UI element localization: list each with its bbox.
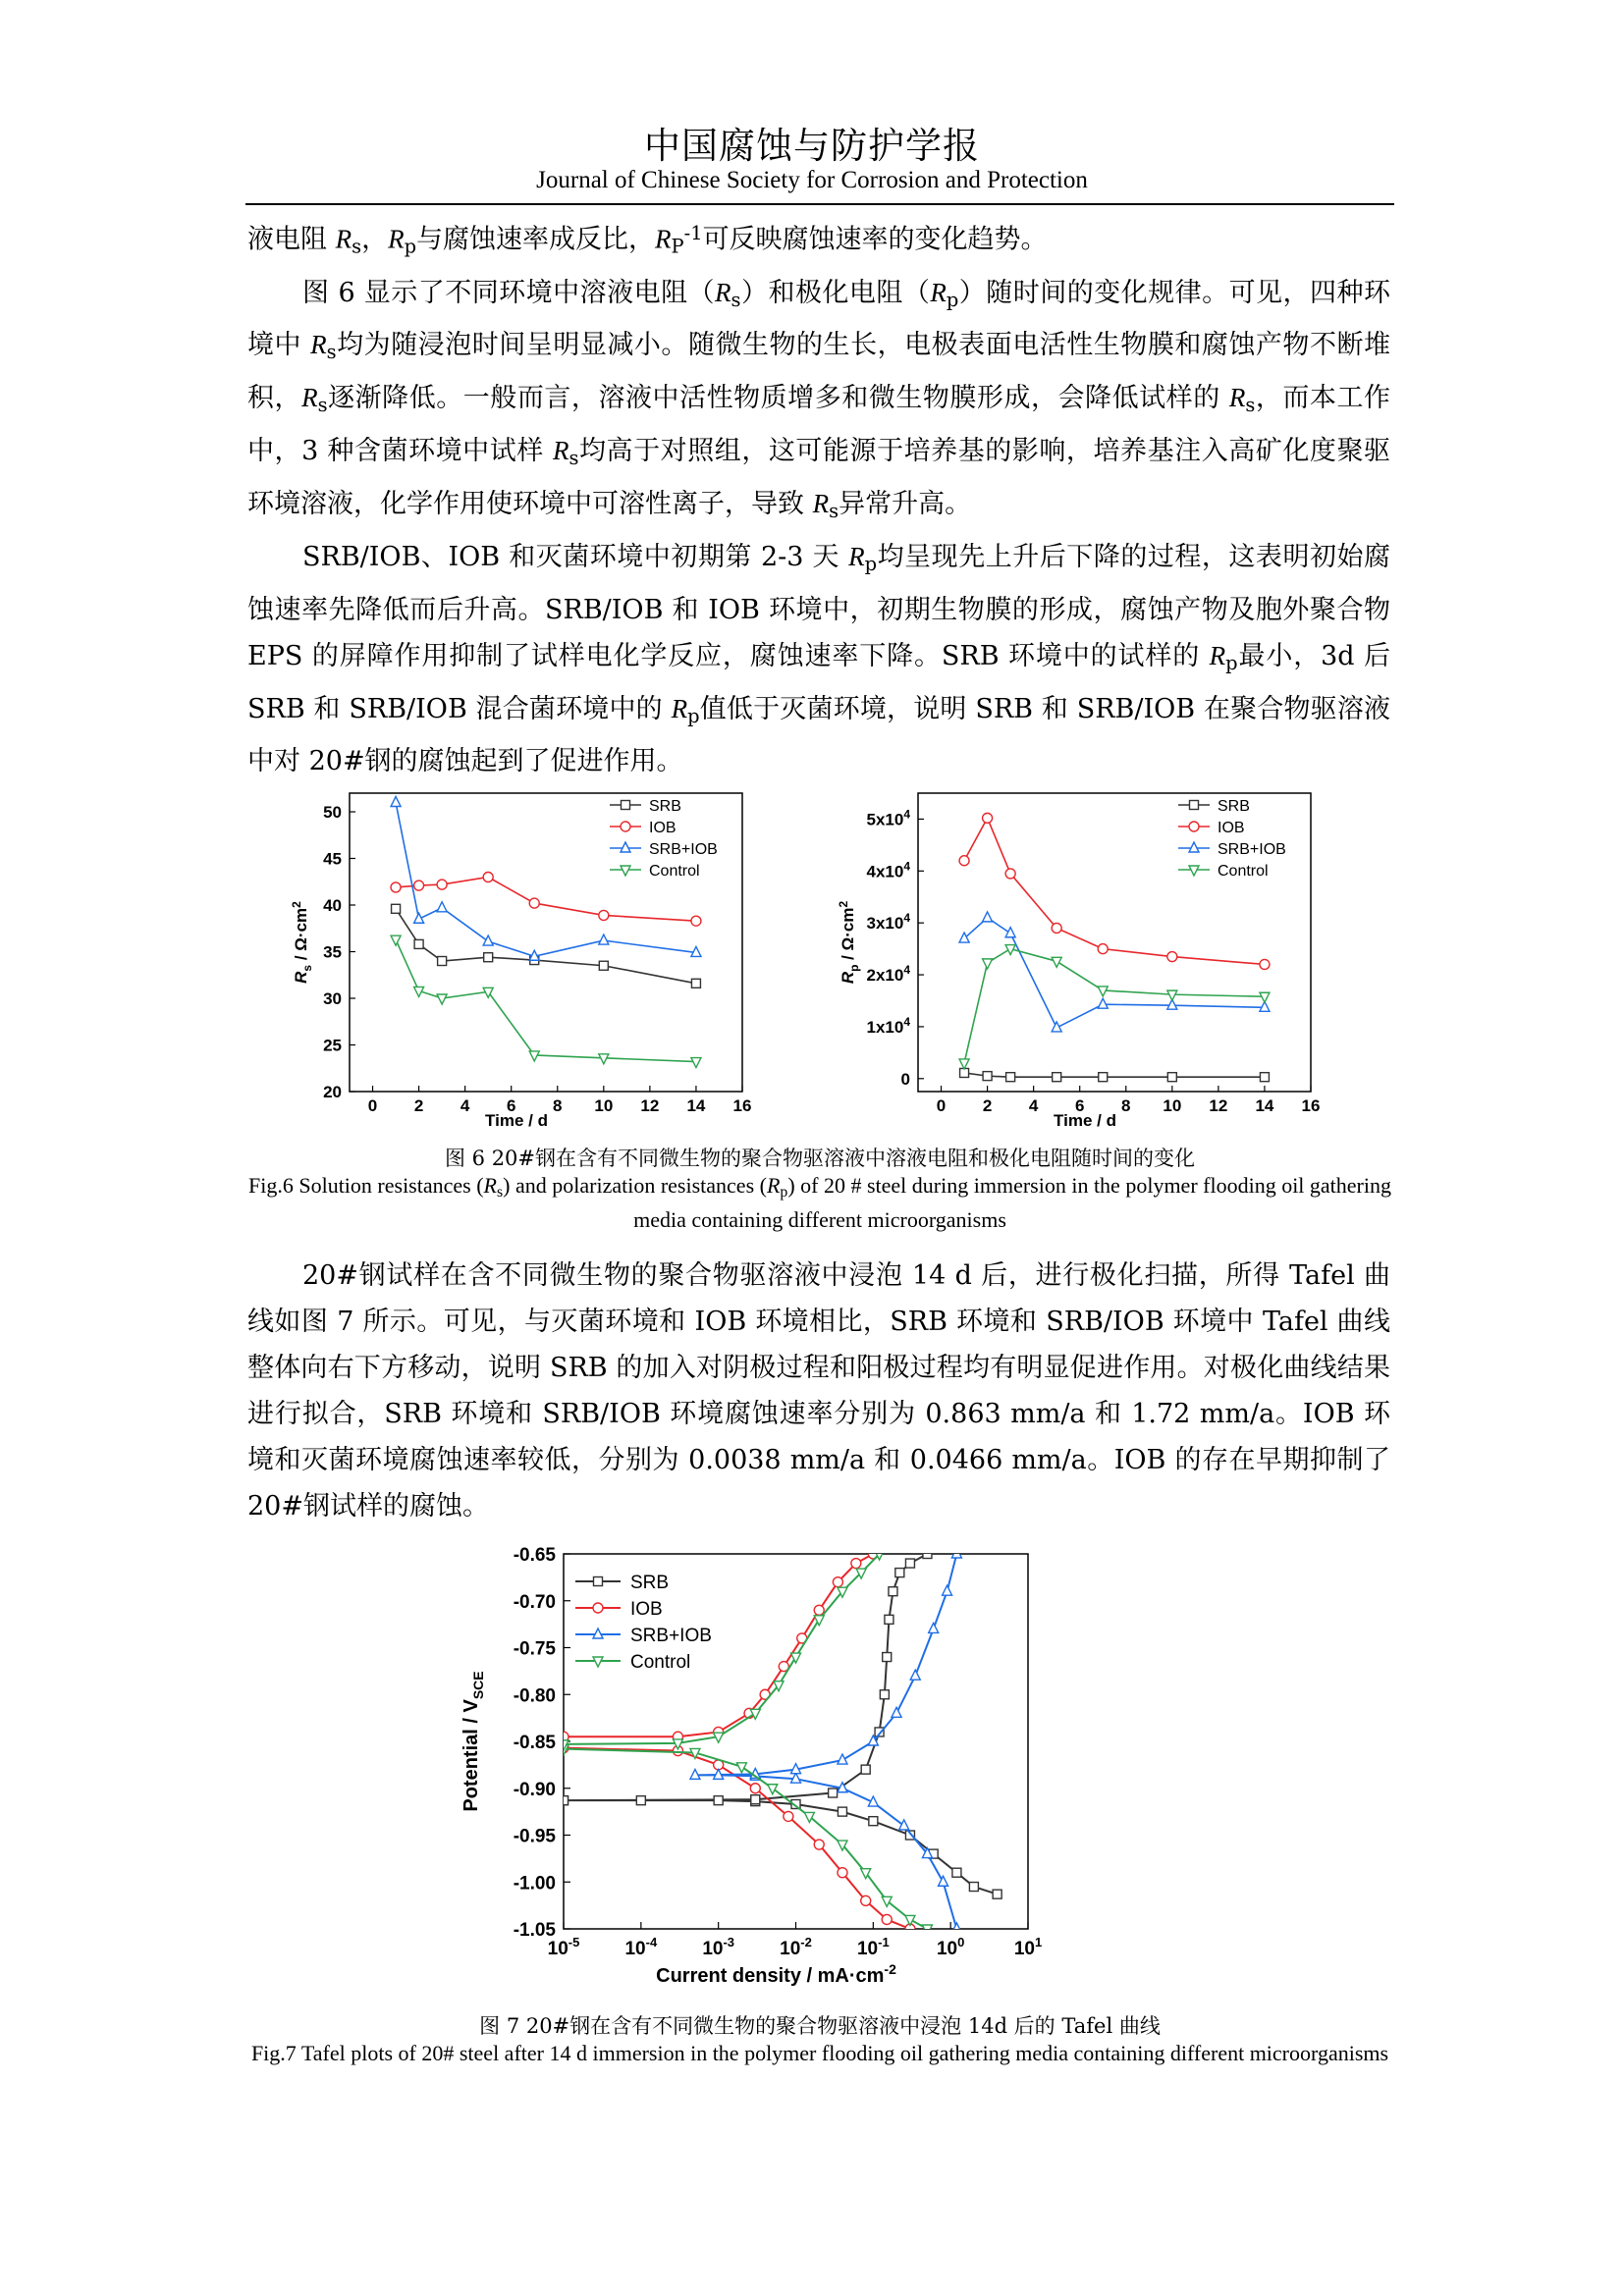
- fig7-data-point: [883, 1653, 892, 1662]
- fig6a-data-point: [484, 953, 493, 962]
- fig6b-x-tick-label: 4: [1028, 1096, 1039, 1115]
- figure-6-caption-en: [245, 1172, 1394, 1234]
- fig7-y-tick-label: -0.80: [513, 1685, 556, 1707]
- fig6a-data-point: [392, 904, 401, 913]
- header-rule: [245, 203, 1394, 205]
- fig7-series-line: [564, 1554, 998, 1895]
- fig7-panel: [460, 1545, 1042, 1987]
- text-run: 均为随浸泡时间呈明显减小。随微生物的生长，电极表面电活性生物膜和腐蚀产物不断堆积，: [247, 330, 1390, 414]
- fig6b-data-point: [959, 933, 969, 942]
- text-run: 图 6 显示了不同环境中溶液电阻（: [302, 277, 716, 308]
- fig6b-y-axis-label: $R_p / \Omega\cdot cm^2$: [837, 900, 861, 985]
- fig6b-data-point: [1260, 1073, 1269, 1082]
- fig6a-data-point: [391, 797, 401, 807]
- fig7-data-point: [929, 1623, 939, 1632]
- symbol-sub: p: [687, 704, 700, 727]
- symbol: R: [310, 330, 327, 360]
- figure-7-caption: [245, 2012, 1394, 2067]
- fig6a-data-point: [529, 1051, 539, 1061]
- fig6b-legend-label: SRB: [1218, 798, 1250, 815]
- fig6b-data-point: [983, 813, 993, 823]
- fig6b-legend-marker: [1189, 866, 1199, 876]
- fig6b-series-srb: [960, 1068, 1270, 1081]
- fig6b-data-point: [1052, 957, 1061, 967]
- text-run: 值低于灭菌环境，说明 SRB 和 SRB/IOB 在聚合物驱溶液中对 20#钢的腐蚀起到了促进作用。: [247, 693, 1390, 777]
- symbol-sub: s: [497, 1183, 504, 1201]
- fig6b-legend-label: Control: [1218, 863, 1269, 880]
- symbol: R: [335, 224, 352, 254]
- fig6a-y-tick-label: 50: [323, 803, 342, 822]
- text-run: 可反映腐蚀速率的变化趋势。: [702, 224, 1048, 255]
- fig6b-y-tick-label: $2x10^4$: [866, 963, 910, 986]
- symbol-sub: s: [731, 288, 741, 311]
- fig7-y-tick-label: -0.75: [513, 1638, 556, 1660]
- symbol: R: [483, 1173, 497, 1198]
- fig7-data-point: [922, 1925, 932, 1935]
- fig7-data-point: [969, 1883, 978, 1892]
- fig6b-series-srb-iob: [959, 912, 1270, 1032]
- fig6a-y-tick-label: 35: [323, 942, 342, 962]
- fig6b-panel: [837, 793, 1320, 1130]
- fig7-y-tick-label: -0.90: [513, 1779, 556, 1800]
- fig6a-legend-label: SRB: [649, 798, 681, 815]
- paragraph-0: [247, 210, 1390, 270]
- fig7-legend-label: SRB+IOB: [630, 1626, 712, 1646]
- symbol-sub: P: [671, 235, 684, 258]
- fig7-data-point: [714, 1796, 723, 1805]
- fig7-legend-marker: [593, 1603, 603, 1613]
- fig6a-legend-marker: [622, 801, 630, 810]
- text-run: 逐渐降低。一般而言，溶液中活性物质增多和微生物膜形成，会降低试样的: [327, 383, 1229, 414]
- fig7-data-point: [923, 1550, 932, 1559]
- figure-7: [452, 1536, 1119, 1998]
- fig7-y-tick-label: -0.95: [513, 1826, 556, 1847]
- fig6b-y-tick-label: $5x10^4$: [866, 807, 910, 829]
- fig6b-legend-marker: [1189, 842, 1199, 852]
- fig6a-data-point: [414, 881, 424, 890]
- fig6a-legend-label: Control: [649, 863, 700, 880]
- fig6b-data-point: [1052, 923, 1061, 933]
- fig6a-y-axis-label: $R_s / \Omega\cdot cm^2$: [290, 901, 314, 984]
- text-run: 与腐蚀速率成反比，: [416, 224, 656, 255]
- fig7-data-point: [882, 1896, 892, 1906]
- fig7-x-tick-label: $10^{-5}$: [547, 1935, 580, 1959]
- fig7-y-tick-label: -0.65: [513, 1545, 556, 1566]
- text-run: Fig.6 Solution resistances (: [248, 1173, 484, 1198]
- fig7-legend-label: Control: [630, 1652, 691, 1673]
- text-run: 液电阻: [247, 224, 336, 255]
- fig7-y-tick-label: -1.00: [513, 1873, 556, 1895]
- fig6a-legend-label: SRB+IOB: [649, 841, 718, 858]
- symbol-sub: s: [1245, 394, 1256, 417]
- fig6a-x-tick-label: 16: [732, 1096, 752, 1115]
- fig6a-series-srb: [392, 904, 701, 988]
- fig7-data-point: [889, 1587, 897, 1596]
- symbol: R: [1228, 383, 1246, 413]
- fig6a-data-point: [391, 935, 401, 945]
- text-run: ）和极化电阻（: [740, 277, 931, 308]
- text-run: ) and polarization resistances (: [503, 1173, 767, 1198]
- fig7-data-point: [943, 1585, 952, 1595]
- fig6b-y-tick-label: $4x10^4$: [866, 859, 910, 881]
- fig6a-x-tick-label: 2: [413, 1096, 424, 1115]
- fig7-data-point: [736, 1763, 746, 1773]
- fig7-x-tick-label: $10^{-1}$: [856, 1935, 890, 1959]
- fig7-data-point: [899, 1820, 909, 1830]
- fig7-x-tick-label: $10^{-3}$: [702, 1935, 735, 1959]
- symbol-sub: s: [317, 394, 328, 417]
- fig6a-data-point: [691, 916, 701, 926]
- symbol-sub: s: [352, 235, 362, 258]
- fig6b-data-point: [1167, 952, 1177, 962]
- fig6b-y-tick-label: 0: [900, 1069, 910, 1089]
- fig7-y-tick-label: -1.05: [513, 1920, 556, 1941]
- symbol: R: [848, 541, 865, 571]
- symbol-sub: s: [326, 341, 337, 364]
- symbol: R: [812, 489, 830, 519]
- symbol-sub: p: [404, 235, 417, 258]
- fig7-data-point: [829, 1789, 838, 1797]
- paragraph-1: [247, 270, 1390, 534]
- symbol: R: [552, 436, 569, 466]
- symbol-sup: -1: [683, 222, 703, 244]
- fig7-data-point: [814, 1605, 824, 1615]
- fig6a-data-point: [437, 880, 447, 889]
- fig7-data-point: [892, 1707, 901, 1717]
- fig6b-legend-marker: [1189, 822, 1199, 831]
- fig6a-data-point: [599, 1054, 609, 1064]
- fig6b-legend-label: IOB: [1218, 820, 1245, 836]
- fig6b-data-point: [1167, 1073, 1176, 1082]
- fig6a-data-point: [437, 902, 447, 912]
- fig6b-data-point: [1167, 990, 1177, 1000]
- fig6b-data-point: [1260, 992, 1270, 1002]
- symbol: R: [715, 277, 731, 307]
- symbol-sub: s: [568, 447, 579, 470]
- fig6a-x-tick-label: 12: [640, 1096, 660, 1115]
- fig6a-data-point: [437, 994, 447, 1004]
- symbol: R: [766, 1173, 781, 1198]
- figure-6-caption: [245, 1145, 1394, 1234]
- fig6a-data-point: [691, 979, 700, 988]
- fig7-y-tick-label: -0.70: [513, 1591, 556, 1613]
- fig6a-panel: [290, 793, 751, 1130]
- fig6a-series-iob: [391, 873, 701, 927]
- symbol: R: [930, 277, 947, 307]
- text-run: ，而本工作中，3 种含菌环境中试样: [247, 383, 1390, 467]
- fig6a-x-tick-label: 0: [367, 1096, 378, 1115]
- fig7-x-tick-label: $10^0$: [936, 1935, 965, 1959]
- fig6a-data-point: [438, 957, 447, 966]
- figure-7-caption-en: Fig.7 Tafel plots of 20# steel after 14 d immersion in the polymer flooding oil gathering media containing different microorganisms: [250, 2041, 1389, 2065]
- figure-6-caption-cn: 图 6 20#钢在含有不同微生物的聚合物驱溶液中溶液电阻和极化电阻随时间的变化: [444, 1147, 1196, 1170]
- fig6b-x-tick-label: 8: [1121, 1096, 1131, 1115]
- fig7-data-point: [895, 1569, 904, 1577]
- fig6a-x-axis-label: Time / d: [485, 1111, 548, 1130]
- text-run: 异常升高。: [839, 489, 972, 520]
- fig6a-y-tick-label: 45: [323, 849, 342, 869]
- text-run: 均呈现先上升后下降的过程，这表明初始腐蚀速率先降低而后升高。SRB/IOB 和 IOB 环境中，初期生物膜的形成，腐蚀产物及胞外聚合物 EPS 的屏障作用抑制了试样电化学反应，腐蚀速率下降。SRB 环境中的试样的: [247, 541, 1390, 671]
- paragraph-2: [247, 534, 1390, 785]
- fig6a-data-point: [529, 898, 539, 908]
- fig7-data-point: [833, 1577, 842, 1587]
- fig7-series-srb-iob: [690, 1548, 961, 1933]
- fig7-data-point: [869, 1817, 878, 1826]
- fig6b-data-point: [959, 1059, 969, 1069]
- fig6a-x-tick-label: 14: [686, 1096, 706, 1115]
- body-text-bottom: [247, 1253, 1390, 1529]
- symbol: R: [671, 693, 688, 723]
- symbol: R: [655, 224, 672, 254]
- fig6a-legend-marker: [621, 866, 630, 876]
- figure-7-caption-cn: 图 7 20#钢在含有不同微生物的聚合物驱溶液中浸泡 14d 后的 Tafel 曲线: [479, 2014, 1161, 2038]
- fig6b-x-axis-label: Time / d: [1054, 1111, 1116, 1130]
- fig6b-legend-marker: [1190, 801, 1199, 810]
- fig6a-y-tick-label: 20: [323, 1083, 342, 1101]
- paragraph-3: 20#钢试样在含不同微生物的聚合物驱溶液中浸泡 14 d 后，进行极化扫描，所得 Tafel 曲线如图 7 所示。可见，与灭菌环境和 IOB 环境相比，SRB 环境和 SRB/IOB 环境中 Tafel 曲线整体向右下方移动，说明 SRB 的加入对阴极过程和阳极过程均有明显促进作用。对极化曲线结果进行拟合，SRB 环境和 SRB/IOB 环境腐蚀速率分别为 0.863 mm/a 和 1.72 mm/a。IOB 环境和灭菌环境腐蚀速率较低，分别为 0.0038 mm/a 和 0.0466 mm/a。IOB 的存在早期抑制了 20#钢试样的腐蚀。: [247, 1260, 1390, 1522]
- fig6b-x-tick-label: 12: [1209, 1096, 1228, 1115]
- journal-title-cn: 中国腐蚀与防护学报: [644, 125, 980, 167]
- fig6a-y-tick-label: 40: [323, 896, 342, 915]
- symbol-sub: s: [829, 499, 839, 522]
- fig7-y-axis-label: Potential / $V_{SCE}$: [460, 1671, 486, 1812]
- text-run: ，: [361, 224, 389, 255]
- symbol-sub: p: [1225, 651, 1238, 674]
- fig6a-legend-marker: [621, 842, 630, 852]
- fig7-data-point: [951, 1923, 961, 1933]
- fig6b-data-point: [1099, 1073, 1108, 1082]
- fig6b-x-tick-label: 0: [936, 1096, 947, 1115]
- fig7-data-point: [838, 1807, 846, 1816]
- fig7-data-point: [560, 1796, 568, 1805]
- symbol-sub: p: [864, 552, 878, 575]
- fig7-data-point: [882, 1914, 892, 1924]
- figure-6: [265, 775, 1375, 1148]
- symbol-sub: p: [946, 288, 959, 311]
- text-run: SRB/IOB、IOB 和灭菌环境中初期第 2-3 天: [302, 541, 849, 572]
- fig7-data-point: [838, 1868, 847, 1878]
- fig6a-legend-marker: [621, 822, 630, 831]
- fig6b-x-tick-label: 10: [1163, 1096, 1182, 1115]
- fig7-data-point: [861, 1896, 871, 1905]
- fig6b-data-point: [983, 959, 993, 969]
- fig7-data-point: [861, 1765, 870, 1774]
- fig6a-data-point: [483, 873, 493, 882]
- fig6b-data-point: [983, 1072, 992, 1081]
- fig7-series-iob: [559, 1549, 915, 1934]
- journal-title-en: Journal of Chinese Society for Corrosion and Protection: [536, 167, 1088, 193]
- fig6a-x-tick-label: 6: [506, 1096, 516, 1115]
- fig7-series-srb: [560, 1550, 1002, 1899]
- fig7-series-line: [564, 1554, 910, 1929]
- fig6a-data-point: [599, 910, 609, 920]
- fig6b-data-point: [1260, 959, 1270, 969]
- fig6b-data-point: [959, 856, 969, 866]
- text-run: ）随时间的变化规律。可见，四种环境中: [247, 277, 1390, 361]
- fig6b-data-point: [983, 912, 993, 922]
- fig6a-y-tick-label: 25: [323, 1036, 342, 1055]
- fig6b-legend-label: SRB+IOB: [1218, 841, 1286, 858]
- fig6a-data-point: [599, 961, 608, 970]
- symbol-sub: p: [780, 1183, 788, 1201]
- fig6a-x-tick-label: 8: [553, 1096, 563, 1115]
- fig7-x-axis-label: Current density / $mA\cdot cm^{-2}$: [656, 1961, 896, 1987]
- fig7-data-point: [750, 1784, 760, 1793]
- fig6a-x-tick-label: 10: [594, 1096, 614, 1115]
- fig6b-data-point: [1006, 1073, 1015, 1082]
- fig7-data-point: [784, 1811, 793, 1821]
- fig7-data-point: [814, 1840, 824, 1849]
- fig6a-series-control: [391, 935, 701, 1067]
- fig6a-x-tick-label: 4: [460, 1096, 470, 1115]
- fig7-legend-label: SRB: [630, 1573, 670, 1593]
- symbol: R: [301, 383, 318, 413]
- symbol: R: [1209, 640, 1226, 670]
- text-run: 最小，3d 后 SRB 和 SRB/IOB 混合菌环境中的: [247, 640, 1390, 724]
- fig7-data-point: [636, 1796, 645, 1805]
- fig6b-x-tick-label: 14: [1255, 1096, 1274, 1115]
- fig7-data-point: [952, 1868, 961, 1877]
- fig7-legend-label: IOB: [630, 1599, 663, 1620]
- symbol: R: [388, 224, 405, 254]
- fig6a-data-point: [483, 935, 493, 945]
- body-text-top: [247, 210, 1390, 784]
- fig7-data-point: [851, 1559, 861, 1569]
- fig7-data-point: [905, 1559, 914, 1568]
- fig7-data-point: [951, 1548, 961, 1558]
- fig6b-y-tick-label: $1x10^4$: [866, 1014, 910, 1037]
- fig6b-data-point: [1098, 944, 1108, 954]
- text-run: 均高于对照组，这可能源于培养基的影响，培养基注入高矿化度聚驱环境溶液，化学作用使环境中可溶性离子，导致: [247, 436, 1391, 520]
- fig6a-data-point: [391, 882, 401, 892]
- fig6b-data-point: [1098, 998, 1108, 1008]
- fig6b-series-line: [964, 818, 1265, 964]
- fig7-legend-marker: [594, 1577, 603, 1586]
- fig7-data-point: [880, 1690, 889, 1699]
- fig7-y-tick-label: -0.85: [513, 1733, 556, 1753]
- fig6b-data-point: [1053, 1073, 1061, 1082]
- fig6b-data-point: [1005, 869, 1015, 879]
- fig7-x-tick-label: $10^{-4}$: [624, 1935, 658, 1959]
- fig7-data-point: [885, 1615, 893, 1624]
- fig6b-data-point: [1005, 928, 1015, 937]
- fig6b-y-tick-label: $3x10^4$: [866, 911, 910, 934]
- fig6a-frame: [350, 793, 742, 1092]
- fig7-data-point: [768, 1785, 778, 1794]
- fig7-data-point: [751, 1795, 760, 1804]
- text-run: ) of 20 # steel during immersion in the polymer flooding oil gathering media containing different microorganisms: [633, 1173, 1391, 1232]
- fig7-data-point: [993, 1890, 1001, 1898]
- fig6a-data-point: [691, 1058, 701, 1068]
- fig7-x-tick-label: $10^1$: [1013, 1935, 1043, 1959]
- fig6a-legend-label: IOB: [649, 820, 677, 836]
- fig6b-x-tick-label: 6: [1074, 1096, 1085, 1115]
- fig6b-x-tick-label: 16: [1301, 1096, 1321, 1115]
- fig6b-x-tick-label: 2: [982, 1096, 993, 1115]
- fig7-data-point: [804, 1812, 814, 1822]
- fig6a-data-point: [414, 939, 423, 948]
- fig6a-data-point: [599, 934, 609, 944]
- fig6a-y-tick-label: 30: [323, 989, 342, 1008]
- fig7-x-tick-label: $10^{-2}$: [780, 1935, 812, 1959]
- fig7-data-point: [910, 1670, 920, 1680]
